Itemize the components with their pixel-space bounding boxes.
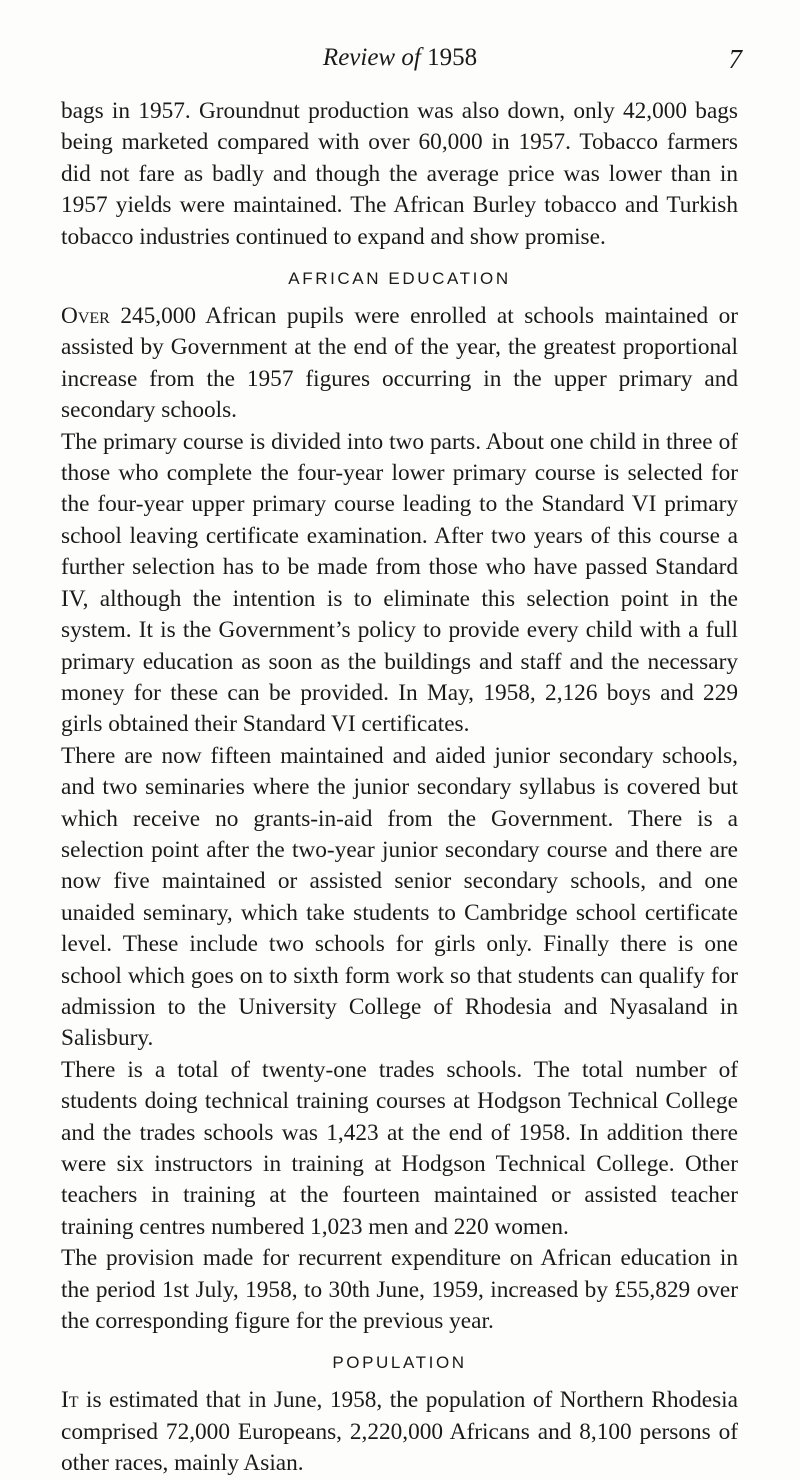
heading-african-education: AFRICAN EDUCATION <box>288 269 511 289</box>
education-lead-word: Over <box>61 303 110 330</box>
running-title <box>0 44 800 72</box>
body-text <box>61 96 738 1480</box>
page-number: 7 <box>728 44 742 74</box>
intro-paragraph: bags in 1957. Groundnut production was also down, only 42,000 bags being marketed compared with over 60,000 in 1957. Tobacco farmers did not fare as badly and though the average price was lower than in 1957 yields were maintained. The African Burley tobacco and Turkish tobacco industries continued to expand and show promise. <box>61 98 738 250</box>
education-paragraph-4: There is a total of twenty-one trades schools. The total number of students doing technical training courses at Hodgson Technical College and the trades schools was 1,423 at the end of 1958. In addition there were six instructors in training at Hodgson Technical College. Other teachers in training at the fourteen maintained or assisted teacher training centres numbered 1,023 men and 220 women. <box>61 1056 738 1240</box>
running-head <box>0 42 800 82</box>
education-paragraph-1 <box>61 301 738 427</box>
running-title-year: 1958 <box>427 44 478 71</box>
population-p1-text: is estimated that in June, 1958, the population of Northern Rhodesia comprised 72,000 Europeans, 2,220,000 Africans and 8,100 persons of other races, mainly Asian. <box>61 1387 738 1477</box>
education-paragraph-5: The provision made for recurrent expenditure on African education in the period 1st July, 1958, to 30th June, 1959, increased by £55,829 over the corresponding figure for the previous year. <box>61 1245 738 1335</box>
population-lead-word: It <box>61 1387 79 1414</box>
education-paragraph-2: The primary course is divided into two parts. About one child in three of those who complete the four-year lower primary course is selected for the four-year upper primary course leading to the Standard VI primary school leaving certificate examination. After two years of this course a further selection has to be made from those who have passed Standard IV, although the intention is to eliminate this selection point in the system. It is the Government’s policy to provide every child with a full primary education as soon as the buildings and staff and the necessary money for these can be provided. In May, 1958, 2,126 boys and 229 girls obtained their Standard VI certificates. <box>61 428 738 738</box>
heading-population: POPULATION <box>332 1353 467 1373</box>
population-paragraph <box>61 1385 738 1479</box>
running-title-review: Review <box>322 44 396 71</box>
education-paragraph-3: There are now fifteen maintained and aided junior secondary schools, and two seminaries where the junior secondary syllabus is covered but which receive no grants-in-aid from the Government. There is a selection point after the two-year junior secondary course and there are now five maintained or assisted senior secondary schools, and one unaided seminary, which take students to Cambridge school certificate level. These include two schools for girls only. Finally there is one school which goes on to sixth form work so that students can qualify for admission to the University College of Rhodesia and Nyasaland in Salisbury. <box>61 742 738 1052</box>
running-title-of: of <box>401 44 421 71</box>
education-p1-text: 245,000 African pupils were enrolled at schools maintained or assisted by Government at the end of the year, the greatest proportional increase from the 1957 figures occurring in the upper primary and secondary schools. <box>61 303 738 424</box>
